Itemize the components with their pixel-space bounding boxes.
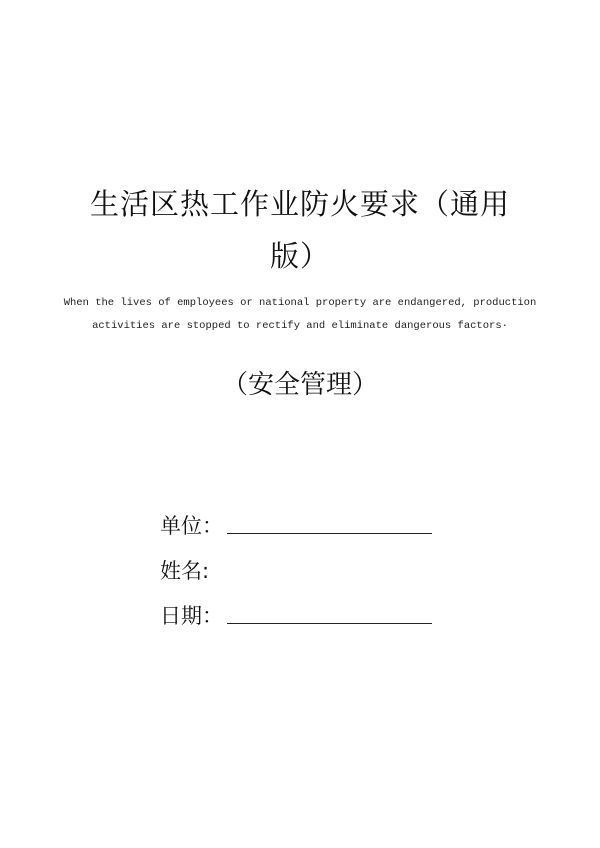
document-subtitle-line-2: activities are stopped to rectify and eliminate dangerous factors· — [92, 320, 508, 332]
document-title-line-2: 版） — [269, 239, 330, 273]
document-category: （安全管理） — [221, 370, 378, 400]
document-subtitle-line-1: When the lives of employees or national property are endangered, production — [63, 297, 537, 309]
name-field — [160, 555, 209, 585]
date-field — [160, 600, 432, 630]
unit-blank-line[interactable] — [227, 533, 432, 534]
date-label: 日期： — [160, 604, 223, 628]
document-title-line-1: 生活区热工作业防火要求（通用 — [89, 187, 510, 221]
date-blank-line[interactable] — [227, 623, 432, 624]
name-label: 姓名: — [160, 559, 210, 583]
unit-label: 单位： — [160, 514, 223, 538]
unit-field — [160, 510, 432, 540]
